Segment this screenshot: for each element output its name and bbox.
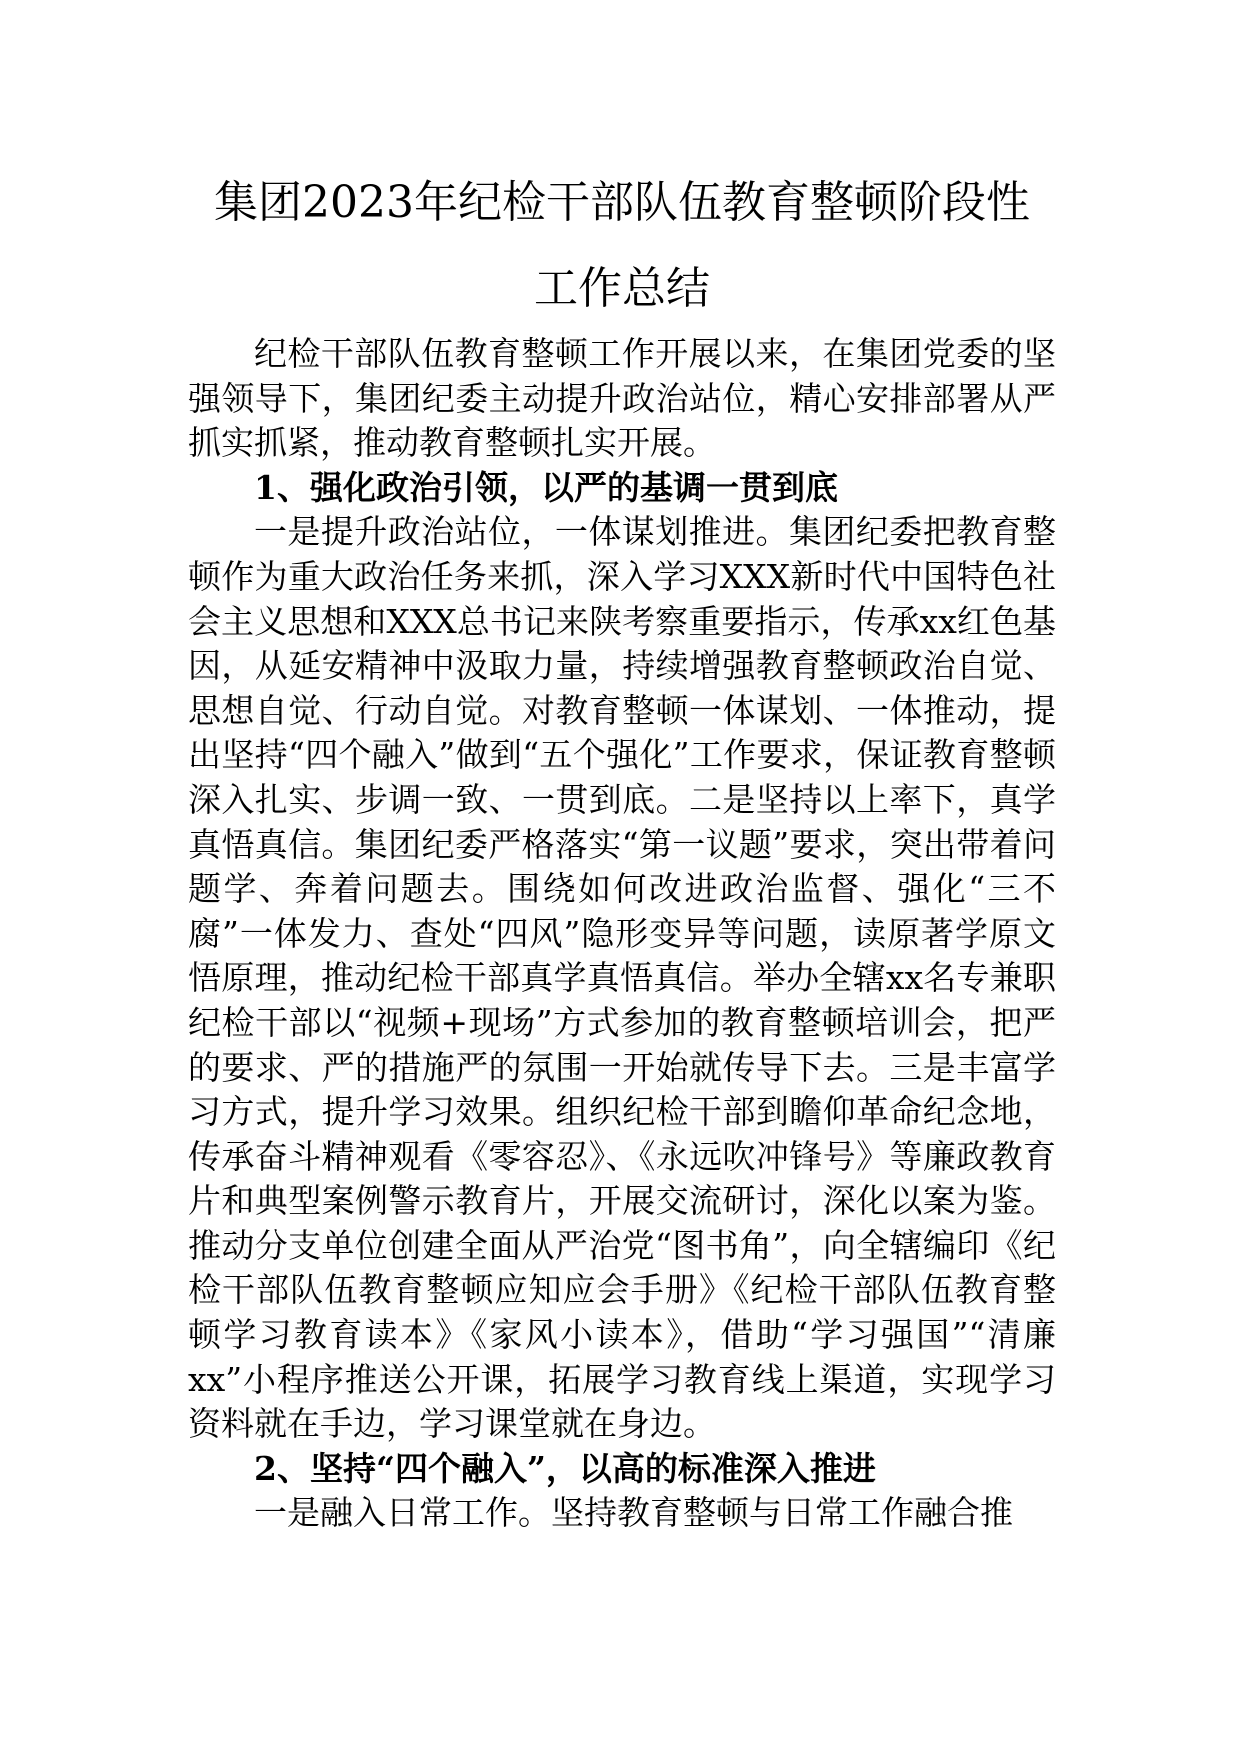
section-1-body: 一是提升政治站位，一体谋划推进。集团纪委把教育整顿作为重大政治任务来抓，深入学习XXX新时代中国特色社会主义思想和XXX总书记来陕考察重要指示，传承xx红色基因，从延安精神中汲取力量，持续增强教育整顿政治自觉、思想自觉、行动自觉。对教育整顿一体谋划、一体推动，提出坚持“四个融入”做到“五个强化”工作要求，保证教育整顿深入扎实、步调一致、一贯到底。二是坚持以上率下，真学真悟真信。集团纪委严格落实“第一议题”要求，突出带着问题学、奔着问题去。围绕如何改进政治监督、强化“三不腐”一体发力、查处“四风”隐形变异等问题，读原著学原文悟原理，推动纪检干部真学真悟真信。举办全辖xx名专兼职纪检干部以“视频+现场”方式参加的教育整顿培训会，把严的要求、严的措施严的氛围一开始就传导下去。三是丰富学习方式，提升学习效果。组织纪检干部到瞻仰革命纪念地，传承奋斗精神观看《零容忍》、《永远吹冲锋号》等廉政教育片和典型案例警示教育片，开展交流研讨，深化以案为鉴。推动分支单位创建全面从严治党“图书角”，向全辖编印《纪检干部队伍教育整顿应知应会手册》《纪检干部队伍教育整顿学习教育读本》《家风小读本》，借助“学习强国”“清廉xx”小程序推送公开课，拓展学习教育线上渠道，实现学习资料就在手边，学习课堂就在身边。 [188, 512, 1056, 1444]
section-1-heading: 1、强化政治引领，以严的基调一贯到底 [254, 467, 838, 507]
document-title [188, 160, 1056, 332]
title-line-1: 集团2023年纪检干部队伍教育整顿阶段性 [214, 177, 1030, 228]
section-2-heading: 2、坚持“四个融入”，以高的标准深入推进 [254, 1448, 876, 1488]
title-line-2: 工作总结 [534, 263, 710, 314]
section-2-body: 一是融入日常工作。坚持教育整顿与日常工作融合推 [254, 1493, 1013, 1533]
intro-paragraph: 纪检干部队伍教育整顿工作开展以来，在集团党委的坚强领导下，集团纪委主动提升政治站位，精心安排部署从严抓实抓紧，推动教育整顿扎实开展。 [188, 334, 1056, 463]
document-page [188, 160, 1056, 1536]
